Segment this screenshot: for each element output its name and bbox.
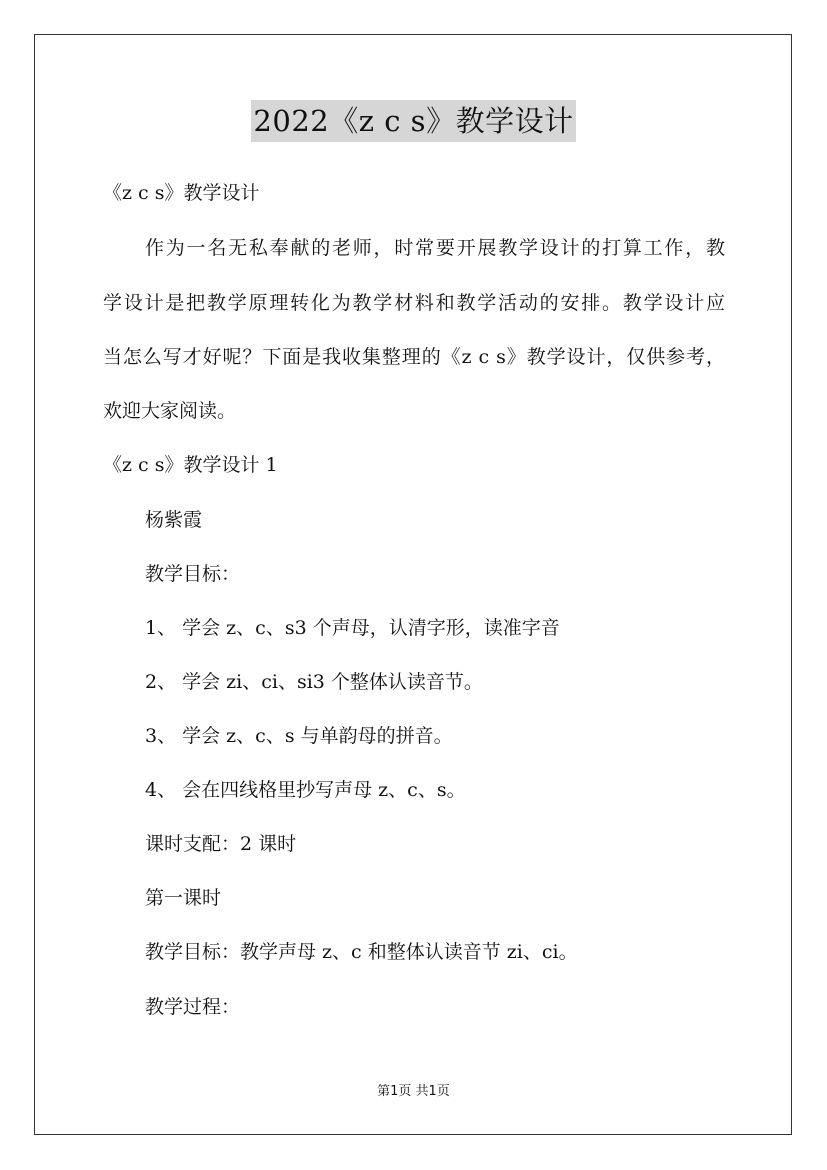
author-name: 杨紫霞 <box>145 509 203 531</box>
lesson-heading: 第一课时 <box>145 887 222 909</box>
document-title: 2022《z c s》教学设计 <box>251 100 575 142</box>
title-container <box>0 100 827 142</box>
subtitle: 《z c s》教学设计 <box>103 182 260 204</box>
intro-line-2: 学设计是把教学原理转化为教学材料和教学活动的安排。教学设计应 <box>103 292 725 314</box>
page-footer: 第1页 共1页 <box>377 1084 450 1099</box>
intro-line-3: 当怎么写才好呢？下面是我收集整理的《z c s》教学设计，仅供参考， <box>103 346 725 368</box>
goals-label: 教学目标： <box>145 563 241 585</box>
section-heading: 《z c s》教学设计 1 <box>103 454 278 476</box>
goal-item-4: 4、 会在四线格里抄写声母 z、c、s。 <box>145 779 466 801</box>
goal-item-3: 3、 学会 z、c、s 与单韵母的拼音。 <box>145 725 453 747</box>
schedule-text: 课时支配：2 课时 <box>145 833 297 855</box>
intro-line-4: 欢迎大家阅读。 <box>103 400 237 422</box>
process-label: 教学过程： <box>145 996 241 1018</box>
intro-line-1: 作为一名无私奉献的老师，时常要开展教学设计的打算工作，教 <box>145 237 725 259</box>
lesson-goal: 教学目标：教学声母 z、c 和整体认读音节 zi、ci。 <box>145 941 578 963</box>
goal-item-2: 2、 学会 zi、ci、si3 个整体认读音节。 <box>145 671 483 693</box>
goal-item-1: 1、 学会 z、c、s3 个声母，认清字形，读准字音 <box>145 617 560 639</box>
